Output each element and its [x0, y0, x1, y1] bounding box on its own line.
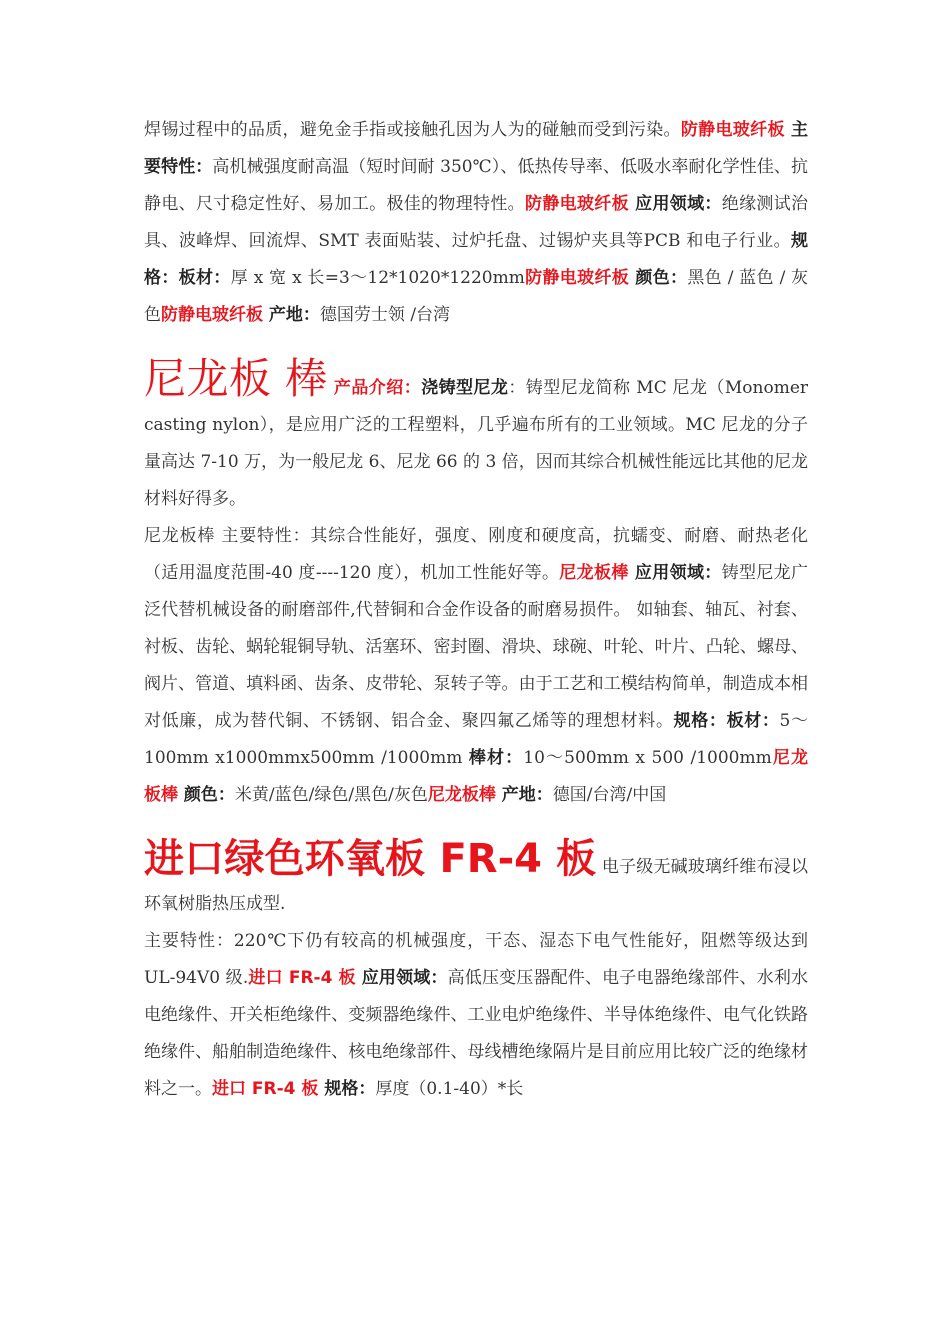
section-fr4-intro: [144, 836, 808, 923]
body-text: 高低压变压器配件、电子电器绝缘部件、水利水电绝缘件、开关柜绝缘件、变频器绝缘件、工业电炉绝缘件、半导体绝缘件、电气化铁路绝缘件、船舶制造绝缘件、核电绝缘部件、母线槽绝缘隔片是目前应用比较广泛的绝缘材料之一。: [144, 968, 808, 1099]
field-label: 应用: [628, 194, 670, 214]
field-label: 规格：板材：: [673, 711, 780, 731]
field-label: 颜: [629, 268, 653, 288]
body-text: 德国/台湾/中国: [552, 785, 667, 805]
body-text: 主要特性：220℃下仍有较高的机械强度，干态、湿态下电气性能好，阻燃等级达到 UL-94V0 级.: [144, 931, 808, 988]
product-name: 防静电玻: [680, 120, 751, 140]
body-text: 10～500mm x 500 /1000mm: [523, 748, 772, 768]
body-text: 德国劳士领 /台湾: [319, 305, 451, 325]
body-text: ：铸型尼龙简称 MC 尼龙（Monomer casting nylon），是应用广泛的工程塑料，几乎遍布所有的工业领域。MC 尼龙的分子量高达 7-10 万，为一般尼龙 6、尼龙 66 的 3 倍，因而其综合机械性能远比其他的尼龙材料好得多。: [144, 378, 809, 509]
field-label: 色：: [652, 268, 688, 288]
body-text: 铸型尼龙广泛代替机械设备的耐磨部件,代替铜和合金作设备的耐磨易损件。 如轴套、轴瓦、衬套、衬板、齿轮、蜗轮辊铜导轨、活塞环、密封圈、滑块、球碗、叶轮、叶片、凸轮、螺母、阀片、管道、填料函、齿条、皮带轮、泵转子等。由于工艺和工模结构简单，制造成本相对低廉，成为替代铜、不锈钢、铝合金、聚四氟乙烯等的理想材料。: [144, 563, 809, 731]
product-name: 尼龙板棒: [559, 563, 629, 583]
document-page: [144, 112, 808, 1108]
body-text: PCB 和电子行业。: [643, 231, 792, 251]
field-label: 规格：板材：: [144, 231, 809, 288]
field-label: 颜色：: [178, 785, 235, 805]
body-text: 化学性佳、抗静电、尺寸稳定性好、易加工。极佳的物理特性。: [144, 157, 809, 214]
field-label: 领域：: [669, 194, 722, 214]
field-label: 应用领域：: [628, 563, 722, 583]
field-label: 产品介绍：: [327, 378, 422, 398]
body-text: 高机械强度耐高温（短时间耐 350℃）、低热传导率、低吸水率耐: [212, 157, 706, 177]
field-label: 应用领域：: [355, 968, 448, 988]
body-text: 厚度（0.1-40）*长: [375, 1079, 524, 1099]
product-name: 进口 FR-4 板: [212, 1079, 319, 1099]
section-fr4-details: [144, 923, 808, 1108]
section-nylon-details: [144, 518, 808, 814]
product-name: 防静电玻纤板: [524, 268, 630, 288]
section-heading: 尼龙板 棒: [144, 354, 328, 403]
body-text: 米黄/蓝色/绿色/黑色/灰色: [234, 785, 428, 805]
body-text: 黑色 / 蓝色 / 灰色: [144, 268, 809, 325]
body-text: 厚 x 宽 x 长=3～12*1020*1220mm: [230, 268, 525, 288]
field-label: 主要特性：: [144, 120, 809, 177]
section-heading: 进口绿色环氧板 FR-4 板: [144, 836, 597, 882]
field-label: 浇铸型尼龙: [421, 378, 509, 398]
product-name: 尼龙板棒: [144, 748, 808, 805]
field-label: 产地：: [495, 785, 553, 805]
product-name: 尼龙板棒: [427, 785, 496, 805]
body-text: 尼龙板棒 主要特性：其综合性能好，强度、刚度和硬度高，抗蠕变、耐磨、耐热老化（适用温度范围-40 度----120 度），机加工性能好等。: [144, 526, 808, 583]
product-name: 进口 FR-4 板: [248, 968, 356, 988]
field-label: 规格：: [318, 1079, 376, 1099]
field-label: 产地：: [263, 305, 320, 325]
section-nylon-intro: [144, 356, 808, 518]
product-name: 防静电玻纤板: [161, 305, 263, 325]
body-text: 焊锡过程中的品质，避免金手指或接触孔因为人为的碰触而受到污染。: [144, 120, 681, 140]
product-name: 防静电玻纤板: [525, 194, 629, 214]
body-text: 绝缘测试治具、波峰焊、回流焊、SMT 表面贴装、过炉托盘、过锡炉夹具等: [144, 194, 809, 251]
product-name: 纤板: [750, 120, 785, 140]
body-text: 电子级无碱玻璃纤维布浸以环氧树脂热压成型.: [144, 857, 808, 914]
section-fiberglass-paragraph: [144, 112, 808, 334]
field-label: 棒材：: [468, 748, 524, 768]
body-text: 5～100mm x1000mmx500mm /1000mm: [144, 711, 809, 768]
